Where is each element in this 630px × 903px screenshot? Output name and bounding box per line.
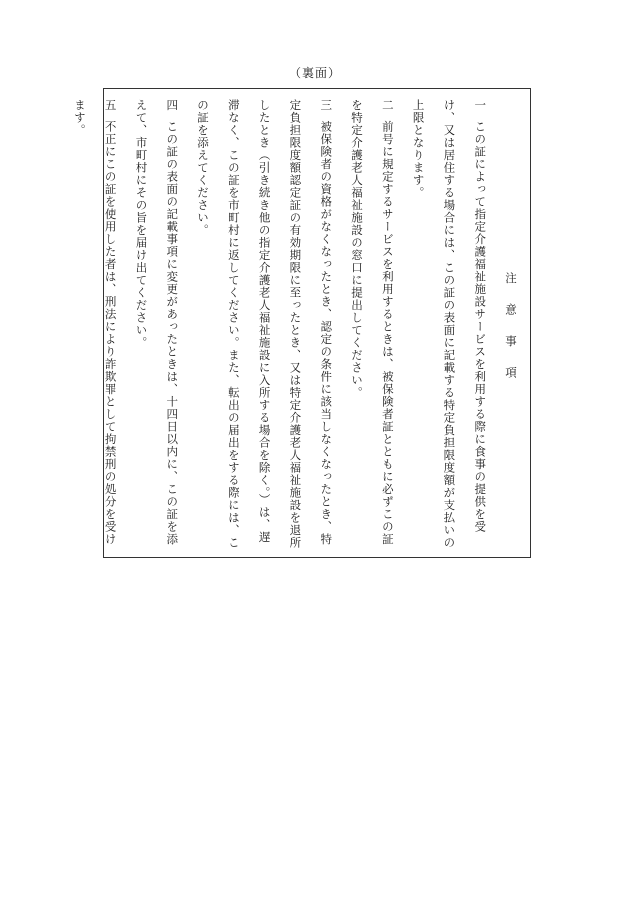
- notice-item-1: [403, 99, 495, 551]
- item-number: 五: [103, 99, 118, 112]
- notice-body: [64, 99, 526, 551]
- notice-item-4: [126, 99, 188, 551]
- item-text: 不正にこの証を使用した者は、刑法により詐欺罪として拘禁刑の処分を受けます。: [72, 99, 118, 546]
- item-text: この証の表面の記載事項に変更があったときは、十四日以内に、この証を添えて、市町村にその旨を届け出てください。: [134, 99, 180, 546]
- item-number: 四: [165, 99, 180, 112]
- page-side-label: （裏面）: [288, 66, 341, 80]
- notice-box: [72, 88, 531, 558]
- item-text: 前号に規定するサービスを利用するときは、被保険者証とともに必ずこの証を特定介護老人福祉施設の窓口に提出してください。: [350, 99, 395, 546]
- item-number: 一: [473, 99, 488, 112]
- item-text: この証によって指定介護福祉施設サービスを利用する際に食事の提供を受け、又は居住する場合には、この証の表面に記載する特定負担限度額が支払いの上限となります。: [411, 99, 488, 549]
- notice-item-2: [341, 99, 403, 551]
- item-number: 二: [380, 99, 395, 112]
- notice-heading: 注意事項: [504, 272, 518, 398]
- item-text: 被保険者の資格がなくなったとき、認定の条件に該当しなくなったとき、特定負担限度額認定証の有効期限に至ったとき、又は特定介護老人福祉施設を退所したとき（引き続き他の指定介護老人福祉施設に入所する場合を除く。）は、遅滞なく、この証を市町村に返してください。また、転出の届出をする際には、この証を添えてください。: [196, 99, 334, 549]
- notice-item-3: [187, 99, 341, 551]
- notice-item-5: [64, 99, 126, 551]
- item-number: 三: [319, 99, 334, 112]
